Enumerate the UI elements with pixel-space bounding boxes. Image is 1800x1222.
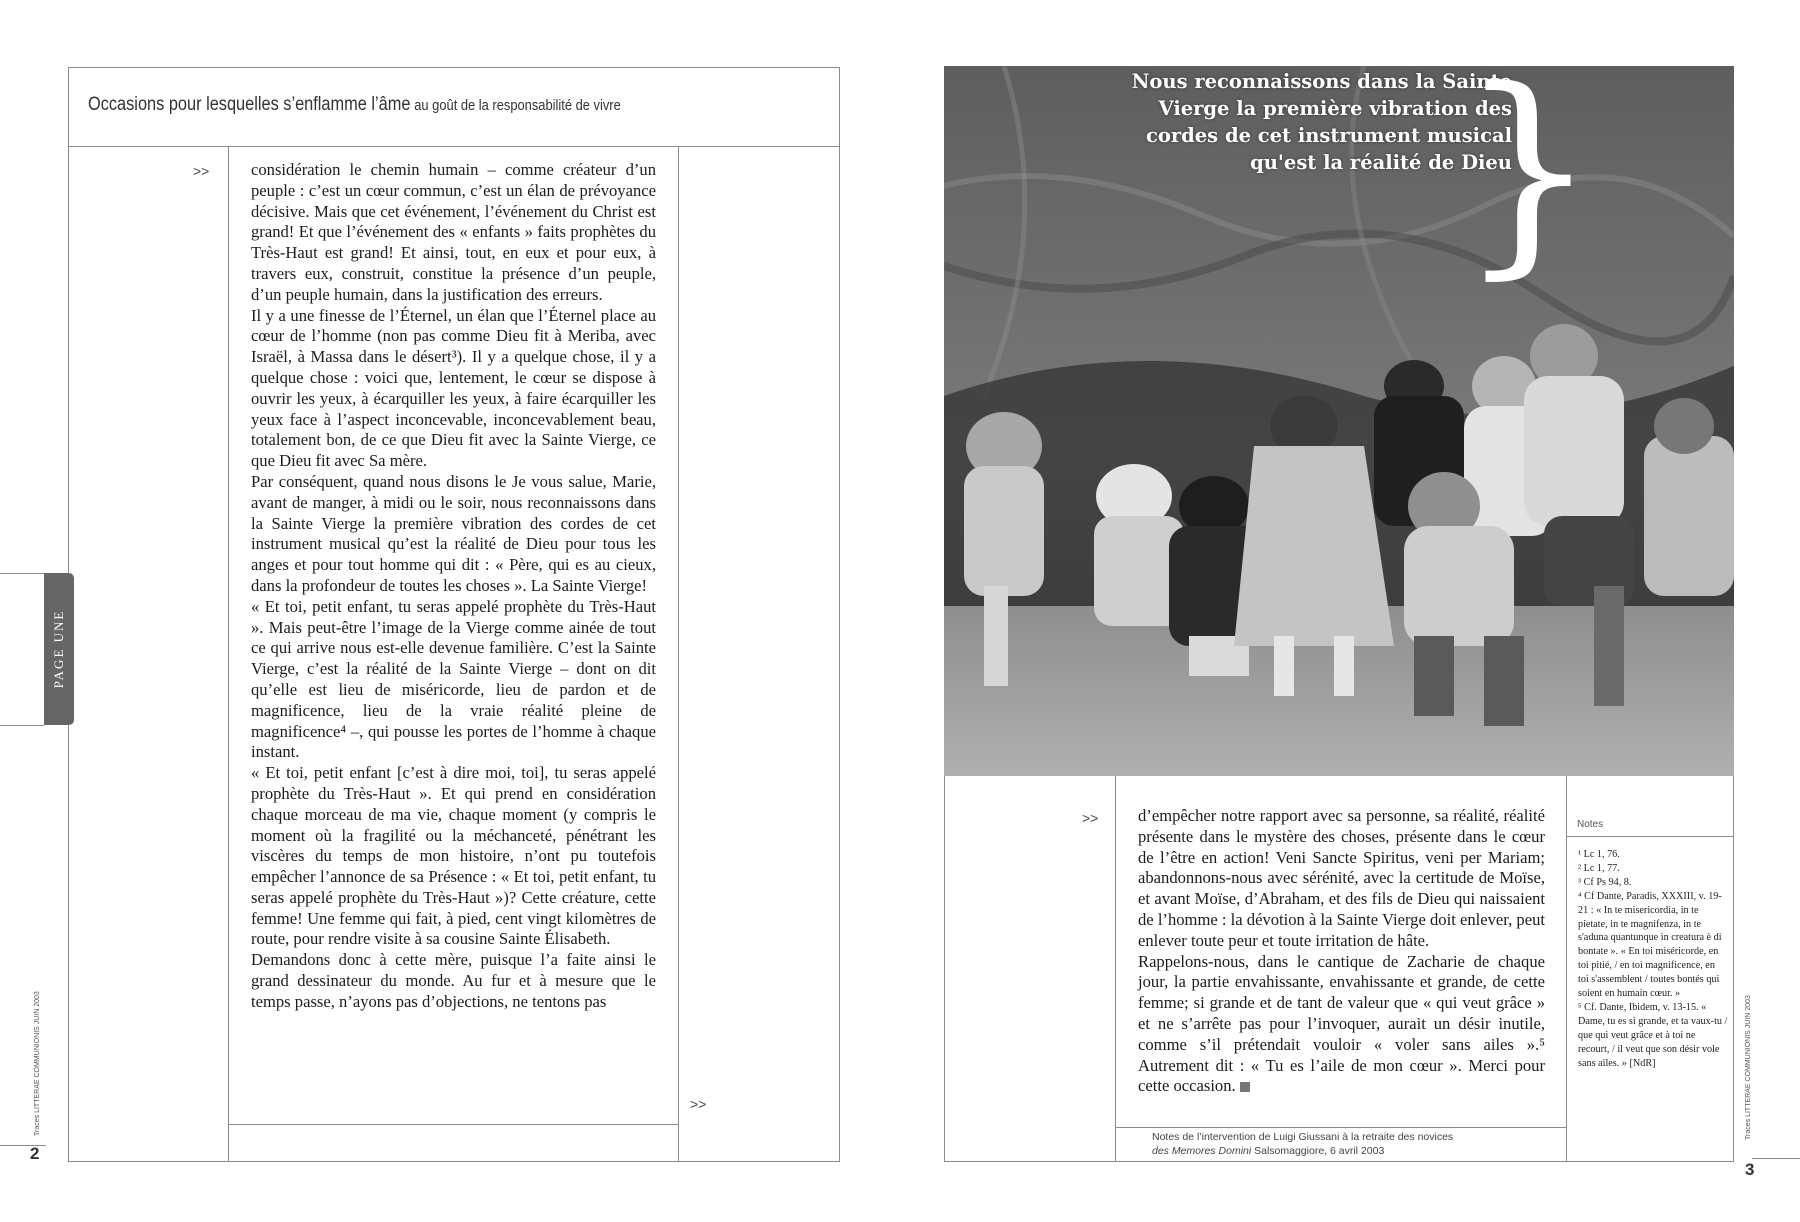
article-source-caption xyxy=(1152,1130,1572,1158)
note-item: ¹ Lc 1, 76. xyxy=(1578,849,1620,860)
page-number-left: 2 xyxy=(30,1144,40,1163)
end-mark-icon xyxy=(1240,1082,1250,1092)
paragraph: Demandons donc à cette mère, puisque l’a faite ainsi le grand dessinateur du monde. Au fur et à mesure que le temps passe, n’ayons pas d’objections, ne tentons pas xyxy=(251,950,656,1011)
continuation-arrow-icon: >> xyxy=(690,1096,707,1112)
footer-vertical-left: Traces LITTERAE COMMUNIONIS JUIN 2003 xyxy=(34,991,41,1136)
paragraph xyxy=(1138,952,1545,1098)
footer-vertical-right: Traces LITTERAE COMMUNIONIS JUIN 2003 xyxy=(1745,995,1752,1140)
caption-rest: Salsomaggiore, 6 avril 2003 xyxy=(1251,1145,1385,1157)
note-item: ² Lc 1, 77. xyxy=(1578,862,1620,874)
header-divider xyxy=(68,146,840,147)
pull-quote-line: qu'est la réalité de Dieu xyxy=(1250,151,1512,174)
footer-rule-right xyxy=(1752,1158,1800,1159)
continuation-arrow-icon: >> xyxy=(1082,810,1099,826)
side-tab-label: PAGE UNE xyxy=(51,609,66,689)
paragraph: Par conséquent, quand nous disons le Je vous salue, Marie, avant de manger, à midi ou le soir, nous reconnaissons dans la Sainte Vierge la première vibration des cordes de cet instrument musical qu’est la réalité de Dieu pour tous les anges et pour tout homme qui dit : « Père, qui es au cieux, dans la profondeur de toutes les choses ». La Sainte Vierge! xyxy=(251,471,656,595)
page-header-title xyxy=(88,94,621,116)
page-number-right: 3 xyxy=(1745,1160,1755,1179)
pull-quote xyxy=(1092,68,1512,176)
paragraph: « Et toi, petit enfant, tu seras appelé prophète du Très-Haut ». Mais peut-être l’image de la Vierge comme ainée de tout ce qui arrive nous est-elle devenue familière. C’est la Sainte Vierge, c’est la réalité de la Sainte Vierge – dont on dit qu’elle est lieu de miséricorde, lieu de pardon et de magnificence, lieu de la vraie réalité pleine de magnificence⁴ –, qui pousse les portes de l’homme à chaque instant. xyxy=(251,596,656,762)
column-divider-left xyxy=(228,146,229,1162)
paragraph-text: Rappelons-nous, dans le cantique de Zacharie de chaque jour, la partie envahissante, envahissante et grande, de cette femme; si grande et de tant de valeur que « qui veut grâce » et ne s’arrête pas pour l’invoquer, aurait un désir inutile, comme s’il prétendait vouloir « voler sans ailes ».⁵ Autrement dit : « Tu es l’aile de mon cœur ». Merci pour cette occasion. xyxy=(1138,951,1545,1096)
caption-line xyxy=(1152,1144,1572,1158)
section-side-tab xyxy=(44,573,74,725)
side-tab-rule-bottom xyxy=(0,725,44,726)
column-divider-right xyxy=(678,146,679,1162)
pull-quote-line: cordes de cet instrument musical xyxy=(1145,124,1512,147)
header-title-sub: au goût de la responsabilité de vivre xyxy=(414,97,621,114)
paragraph: d’empêcher notre rapport avec sa personne, sa réalité, réalité présente dans le mystère des choses, présente dans le cœur de l’être en action! Veni Sancte Spiritus, veni per Mariam; abandonnons-nous avec sérénité, avec la certitude de Moïse, et avant Moïse, d’Abraham, et des fils de Dieu qui naissaient de l’homme : la dévotion à la Sainte Vierge doit enlever, peut enlever toute peur et toute irritation de hâte. xyxy=(1138,806,1545,950)
right-column-divider-left xyxy=(1115,776,1116,1162)
pull-quote-line: Vierge la première vibration des xyxy=(1158,97,1512,120)
right-article-column xyxy=(1138,806,1545,1097)
right-bottom-divider xyxy=(1115,1127,1566,1128)
caption-italic: des Memores Domini xyxy=(1152,1145,1252,1157)
paragraph: « Et toi, petit enfant [c’est à dire moi, toi], tu seras appelé prophète du Très-Haut ». Et qui prend en considération chaque morceau de ma vie, chaque moment (y compris le moment où la fragilité ou la méchanceté, pénétrant les viscères du temps de mon histoire, n’ont pu toutefois empêcher l’annonce de sa Présence : « Et toi, petit enfant, tu seras appelé prophète du Très-Haut »)? Cette créature, cette femme! Une femme qui fait, à pied, cent vingt kilomètres de route, pour rendre visite à sa cousine Sainte Élisabeth. xyxy=(251,763,656,949)
left-article-column xyxy=(251,160,656,1013)
notes-divider xyxy=(1566,836,1734,837)
paragraph: considération le chemin humain – comme créateur d’un peuple : c’est un cœur commun, c’est un élan de prévoyance décisive. Mais que cet événement, l’événement du Christ est grand! Et que l’événement des « enfants » faits prophètes du Très-Haut est grand! Et ainsi, tout, en eux et pour eux, à travers eux, construit, constitue la présence d’un peuple, d’un peuple humain, dans la justification des erreurs. xyxy=(251,160,656,304)
continuation-arrow-icon: >> xyxy=(193,163,210,179)
caption-line: Notes de l’intervention de Luigi Giussani à la retraite des novices xyxy=(1152,1131,1454,1143)
note-item: ⁴ Cf Dante, Paradis, XXXIII, v. 19-21 : « In te misericordia, in te pietate, in te magnifenza, in te s'aduna quantunque in creatura è di bontate ». « En toi miséricorde, en toi pitié, / en toi magnificence, en toi s'assemblent / toutes bontés qui soient en humain cœur. » xyxy=(1578,890,1722,1000)
notes-list xyxy=(1578,848,1728,1071)
header-title-main: Occasions pour lesquelles s’enflamme l’âme xyxy=(88,94,411,115)
closing-brace-icon: } xyxy=(1458,42,1598,298)
notes-heading: Notes xyxy=(1577,819,1604,830)
right-column-divider-right xyxy=(1566,776,1567,1162)
side-tab-rule-top xyxy=(0,573,44,574)
note-item: ⁵ Cf. Dante, Ibidem, v. 13-15. « Dame, tu es si grande, et ta vaux-tu / que qui veut grâce et à toi ne recourt, / il veut que son désir vole sans ailes. » [NdR] xyxy=(1578,1001,1728,1069)
pull-quote-line: Nous reconnaissons dans la Sainte xyxy=(1131,70,1512,93)
note-item: ³ Cf Ps 94, 8. xyxy=(1578,876,1632,888)
paragraph: Il y a une finesse de l’Éternel, un élan que l’Éternel place au cœur de l’homme (non pas comme Dieu fit à Meriba, avec Israël, à Massa dans le désert³). Il y a quelque chose, il y a quelque chose : voici que, lentement, le cœur se dispose à ouvrir les yeux, à écarquiller les yeux, à faire écarquiller les yeux face à l’aspect inconcevable, inconcevablement beau, totalement bon, de ce que Dieu fit avec la Sainte Vierge, ce que Dieu fit avec Sa mère. xyxy=(251,305,656,471)
bottom-divider xyxy=(228,1124,678,1125)
